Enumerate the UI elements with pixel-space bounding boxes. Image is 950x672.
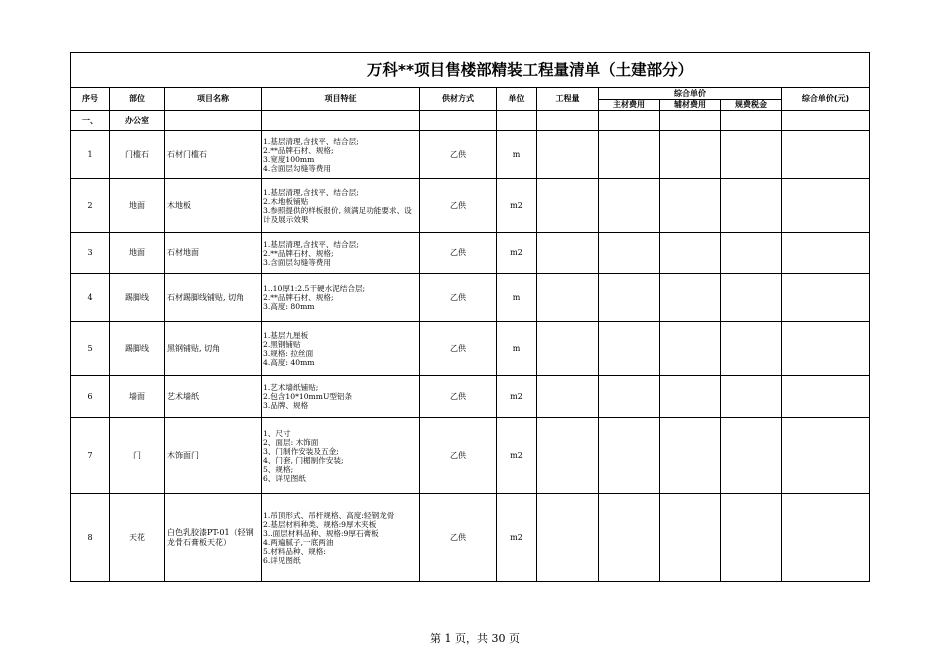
empty-cell [660, 494, 721, 582]
row-name: 艺术墙纸 [165, 376, 262, 418]
row-unit: m2 [497, 179, 537, 233]
header-seq: 序号 [71, 88, 110, 111]
empty-cell [782, 322, 870, 376]
row-feature: 1.基层清理,含找平、结合层; 2.**品牌石材、规格; 3.宽度100mm 4.含面层勾缝等费用 [262, 131, 420, 179]
row-feature: 1、尺寸 2、面层: 木饰面 3、门制作安装及五金; 4、门套, 门楣制作安装; 5、规格; 6、详见图纸 [262, 418, 420, 494]
row-part: 天花 [110, 494, 165, 582]
row-supply: 乙供 [420, 233, 497, 274]
empty-cell [537, 322, 599, 376]
row-seq: 2 [71, 179, 110, 233]
table-row [71, 179, 870, 233]
row-supply: 乙供 [420, 376, 497, 418]
empty-cell [537, 494, 599, 582]
table-row [71, 418, 870, 494]
row-part: 门槛石 [110, 131, 165, 179]
empty-cell [721, 322, 782, 376]
header-qty: 工程量 [537, 88, 599, 111]
table-row [71, 233, 870, 274]
row-name: 木饰面门 [165, 418, 262, 494]
row-feature: 1.基层清理,含找平、结合层; 2.**品牌石材、规格; 3.含面层勾缝等费用 [262, 233, 420, 274]
section-row [71, 111, 870, 131]
row-seq: 6 [71, 376, 110, 418]
empty-cell [782, 179, 870, 233]
row-part: 踢脚线 [110, 322, 165, 376]
row-supply: 乙供 [420, 322, 497, 376]
row-seq: 3 [71, 233, 110, 274]
row-unit: m [497, 274, 537, 322]
header-supply: 供材方式 [420, 88, 497, 111]
row-seq: 8 [71, 494, 110, 582]
row-part: 墙面 [110, 376, 165, 418]
row-seq: 1 [71, 131, 110, 179]
row-supply: 乙供 [420, 494, 497, 582]
empty-cell [599, 274, 660, 322]
header-name: 项目名称 [165, 88, 262, 111]
table-row [71, 494, 870, 582]
empty-cell [782, 274, 870, 322]
header-part: 部位 [110, 88, 165, 111]
row-feature: 1.吊顶形式、吊杆规格、高度:轻钢龙骨 2.基层材料种类、规格:9厚木夹板 3..面层材料品种、规格:9厚石膏板 4.两遍腻子,一底两油 5.材料品种、规格: 6.详见图纸 [262, 494, 420, 582]
empty-cell [537, 233, 599, 274]
row-name: 木地板 [165, 179, 262, 233]
row-name: 石材地面 [165, 233, 262, 274]
row-seq: 7 [71, 418, 110, 494]
row-unit: m2 [497, 376, 537, 418]
row-seq: 4 [71, 274, 110, 322]
empty-cell [782, 376, 870, 418]
empty-cell [599, 418, 660, 494]
empty-cell [721, 376, 782, 418]
row-seq: 5 [71, 322, 110, 376]
row-unit: m [497, 131, 537, 179]
row-part: 踢脚线 [110, 274, 165, 322]
row-unit: m [497, 322, 537, 376]
table-row [71, 322, 870, 376]
empty-cell [660, 418, 721, 494]
row-feature: 1.基层清理,含找平、结合层; 2.木地板铺贴 3.参照提供的样板报价, 须满足功能要求、设计及展示效果 [262, 179, 420, 233]
row-part: 门 [110, 418, 165, 494]
empty-cell [660, 322, 721, 376]
row-supply: 乙供 [420, 418, 497, 494]
row-supply: 乙供 [420, 274, 497, 322]
empty-cell [660, 233, 721, 274]
row-feature: 1..10厚1:2.5干硬水泥结合层; 2.**品牌石材、规格; 3.高度: 80mm [262, 274, 420, 322]
empty-cell [721, 274, 782, 322]
empty-cell [660, 131, 721, 179]
empty-cell [660, 376, 721, 418]
row-name: 黑钢铺贴, 切角 [165, 322, 262, 376]
header-feature: 项目特征 [262, 88, 420, 111]
header-main-cost: 主材费用 [599, 100, 660, 111]
empty-cell [599, 131, 660, 179]
empty-cell [537, 179, 599, 233]
row-name: 石材踢脚线铺贴, 切角 [165, 274, 262, 322]
empty-cell [599, 233, 660, 274]
empty-cell [721, 179, 782, 233]
empty-cell [782, 494, 870, 582]
empty-cell [721, 233, 782, 274]
section-seq: 一、 [71, 111, 110, 131]
table-row [71, 376, 870, 418]
row-name: 石材门槛石 [165, 131, 262, 179]
row-feature: 1.艺术墙纸铺贴; 2.包含10*10mmU型铝条 3.品牌、规格 [262, 376, 420, 418]
row-supply: 乙供 [420, 131, 497, 179]
table-row [71, 274, 870, 322]
empty-cell [721, 494, 782, 582]
header-unit: 单位 [497, 88, 537, 111]
row-unit: m2 [497, 494, 537, 582]
row-part: 地面 [110, 179, 165, 233]
sheet-title: 万科**项目售楼部精装工程量清单（土建部分） [71, 53, 870, 88]
section-name: 办公室 [110, 111, 165, 131]
empty-cell [537, 418, 599, 494]
row-supply: 乙供 [420, 179, 497, 233]
empty-cell [599, 179, 660, 233]
table-row [71, 131, 870, 179]
empty-cell [537, 274, 599, 322]
empty-cell [537, 376, 599, 418]
empty-cell [721, 418, 782, 494]
header-fee-tax: 规费税金 [721, 100, 782, 111]
empty-cell [599, 494, 660, 582]
row-feature: 1.基层九厘板 2.黑钢铺贴 3.规格: 拉丝面 4.高度: 40mm [262, 322, 420, 376]
row-unit: m2 [497, 233, 537, 274]
empty-cell [660, 179, 721, 233]
empty-cell [721, 131, 782, 179]
empty-cell [599, 322, 660, 376]
bill-of-quantities-table [70, 52, 870, 582]
page-footer: 第 1 页，共 30 页 [430, 632, 520, 645]
empty-cell [599, 376, 660, 418]
empty-cell [782, 233, 870, 274]
empty-cell [782, 418, 870, 494]
empty-cell [537, 131, 599, 179]
header-total-unit-price: 综合单价(元) [782, 88, 870, 111]
header-unit-price-group: 综合单价 [599, 88, 782, 100]
header-aux-cost: 辅材费用 [660, 100, 721, 111]
empty-cell [660, 274, 721, 322]
row-part: 地面 [110, 233, 165, 274]
empty-cell [782, 131, 870, 179]
row-unit: m2 [497, 418, 537, 494]
row-name: 白色乳胶漆PT-01（轻钢龙骨石膏板天花） [165, 494, 262, 582]
